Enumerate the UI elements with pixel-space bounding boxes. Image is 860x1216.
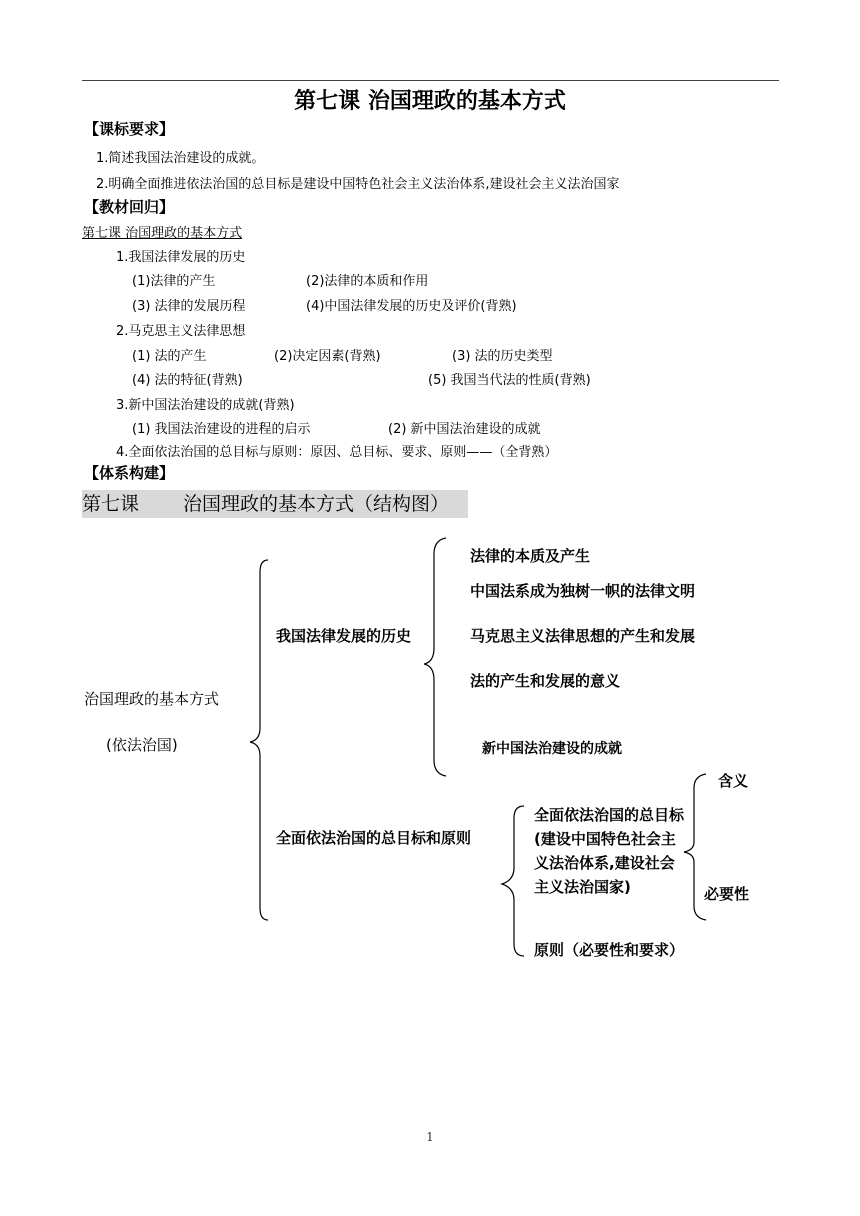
review-s1-d: (4)中国法律发展的历史及评价(背熟): [306, 299, 517, 314]
banner-lesson: 第七课: [82, 493, 140, 515]
branch2-brace: [502, 806, 524, 956]
review-s1-title: 1.我国法律发展的历史: [116, 250, 246, 265]
standards-heading: 【课标要求】: [84, 120, 175, 138]
review-s2-b: (2)决定因素(背熟): [274, 349, 381, 364]
review-s3-title: 3.新中国法治建设的成就(背熟): [116, 398, 295, 413]
review-s1-a: (1)法律的产生: [132, 274, 216, 289]
review-s2-a: (1) 法的产生: [132, 349, 207, 364]
goal-item-meaning: 含义: [718, 772, 749, 790]
branch1-item-1: 法律的本质及产生: [470, 547, 591, 565]
branch1-item-3: 马克思主义法律思想的产生和发展: [470, 627, 696, 645]
branch1-label: 我国法律发展的历史: [276, 627, 412, 645]
principle-label: 原则（必要性和要求）: [534, 941, 685, 959]
review-s2-title: 2.马克思主义法律思想: [116, 324, 246, 339]
system-heading: 【体系构建】: [84, 464, 175, 482]
page-title: 第七课 治国理政的基本方式: [294, 88, 566, 114]
review-s1-c: (3) 法律的发展历程: [132, 299, 246, 314]
review-s1-b: (2)法律的本质和作用: [306, 274, 429, 289]
main-brace: [250, 560, 268, 920]
review-s3-b: (2) 新中国法治建设的成就: [388, 422, 541, 437]
review-heading: 【教材回归】: [84, 198, 175, 216]
review-s2-d: (4) 法的特征(背熟): [132, 373, 243, 388]
review-s2-e: (5) 我国当代法的性质(背熟): [428, 373, 591, 388]
root-label: 治国理政的基本方式: [84, 690, 220, 708]
review-s2-c: (3) 法的历史类型: [452, 349, 553, 364]
standards-item-2: 2.明确全面推进依法治国的总目标是建设中国特色社会主义法治体系,建设社会主义法治国家: [96, 177, 620, 192]
review-s4: 4.全面依法治国的总目标与原则：原因、总目标、要求、原则——（全背熟）: [116, 445, 558, 460]
branch1-item-2: 中国法系成为独树一帜的法律文明: [470, 582, 696, 600]
goal-brace: [684, 774, 706, 920]
page-number: 1: [426, 1130, 434, 1144]
root-sublabel: (依法治国): [106, 736, 178, 754]
branch1-brace: [424, 538, 446, 776]
branch2-label: 全面依法治国的总目标和原则: [276, 829, 472, 847]
goal-item-necessity: 必要性: [704, 885, 750, 903]
branch1-item-5: 新中国法治建设的成就: [482, 741, 622, 757]
banner-title: 治国理政的基本方式（结构图）: [183, 493, 450, 515]
standards-item-1: 1.简述我国法治建设的成就。: [96, 151, 265, 166]
goal-label: 全面依法治国的总目标(建设中国特色社会主义法治体系,建设社会主义法治国家): [534, 806, 685, 896]
review-s3-a: (1) 我国法治建设的进程的启示: [132, 422, 311, 437]
branch1-item-4: 法的产生和发展的意义: [470, 672, 621, 690]
review-lesson-title: 第七课 治国理政的基本方式: [82, 226, 243, 241]
